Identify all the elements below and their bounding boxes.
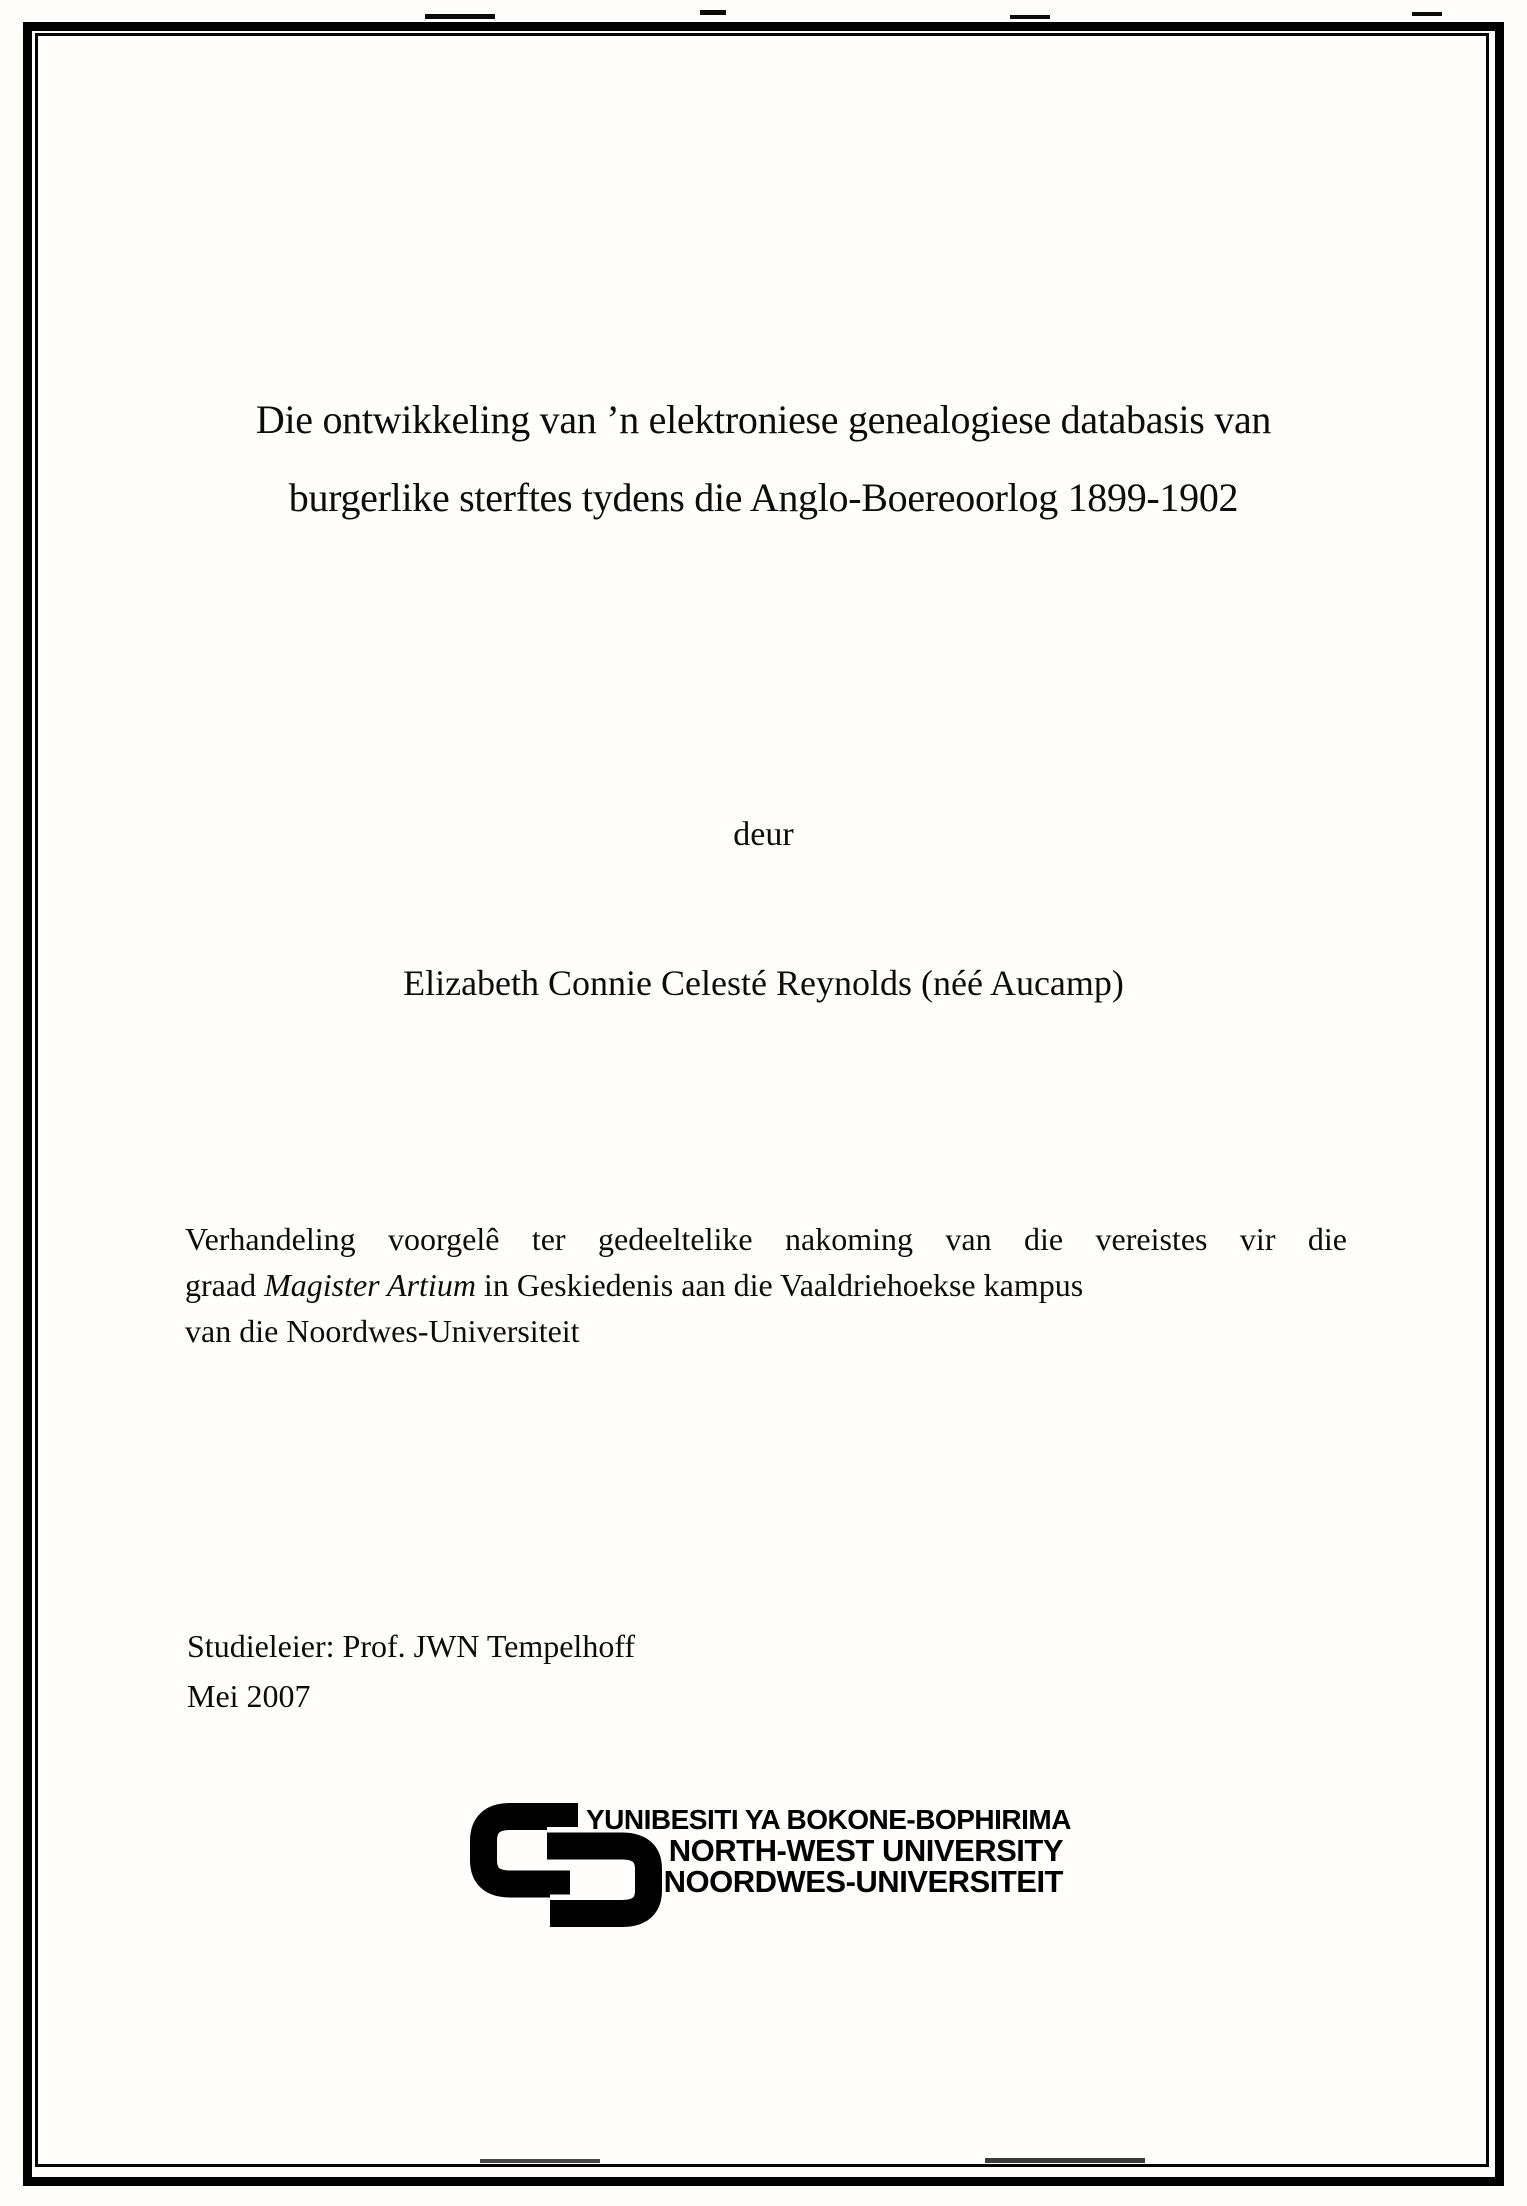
scan-artifact xyxy=(1412,12,1442,16)
scan-artifact xyxy=(425,14,495,19)
supervisor-block xyxy=(187,1621,635,1721)
university-logo xyxy=(470,1803,1080,1938)
logo-text-setswana: YUNIBESITI YA BOKONE-BOPHIRIMA xyxy=(586,1804,1071,1835)
university-logo-text xyxy=(586,1804,1071,1899)
date-line: Mei 2007 xyxy=(187,1678,311,1714)
submission-statement xyxy=(185,1216,1347,1354)
thesis-title-line-2: burgerlike sterftes tydens die Anglo-Boereoorlog 1899-1902 xyxy=(288,475,1239,520)
statement-line-2-prefix: graad xyxy=(185,1267,265,1303)
scan-artifact xyxy=(985,2158,1145,2163)
statement-line-2-suffix: in Geskiedenis aan die Vaaldriehoekse kampus xyxy=(475,1267,1084,1303)
logo-text-afrikaans: NOORDWES-UNIVERSITEIT xyxy=(663,1864,1063,1899)
thesis-title-line-1: Die ontwikkeling van ’n elektroniese genealogiese databasis van xyxy=(255,397,1272,442)
statement-line-2 xyxy=(185,1262,1347,1308)
degree-name-italic: Magister Artium xyxy=(264,1267,476,1303)
scan-artifact xyxy=(1010,15,1050,19)
supervisor-line: Studieleier: Prof. JWN Tempelhoff xyxy=(187,1628,636,1664)
statement-line-3: van die Noordwes-Universiteit xyxy=(185,1313,580,1349)
author-name: Elizabeth Connie Celesté Reynolds (néé Aucamp) xyxy=(403,963,1124,1003)
scan-artifact xyxy=(700,10,726,15)
byline-deur: deur xyxy=(733,816,794,853)
thesis-title xyxy=(0,381,1527,537)
statement-line-1: Verhandeling voorgelê ter gedeeltelike nakoming van die vereistes vir die xyxy=(185,1221,1347,1257)
logo-text-english: NORTH-WEST UNIVERSITY xyxy=(668,1833,1063,1868)
scan-artifact xyxy=(480,2159,600,2163)
